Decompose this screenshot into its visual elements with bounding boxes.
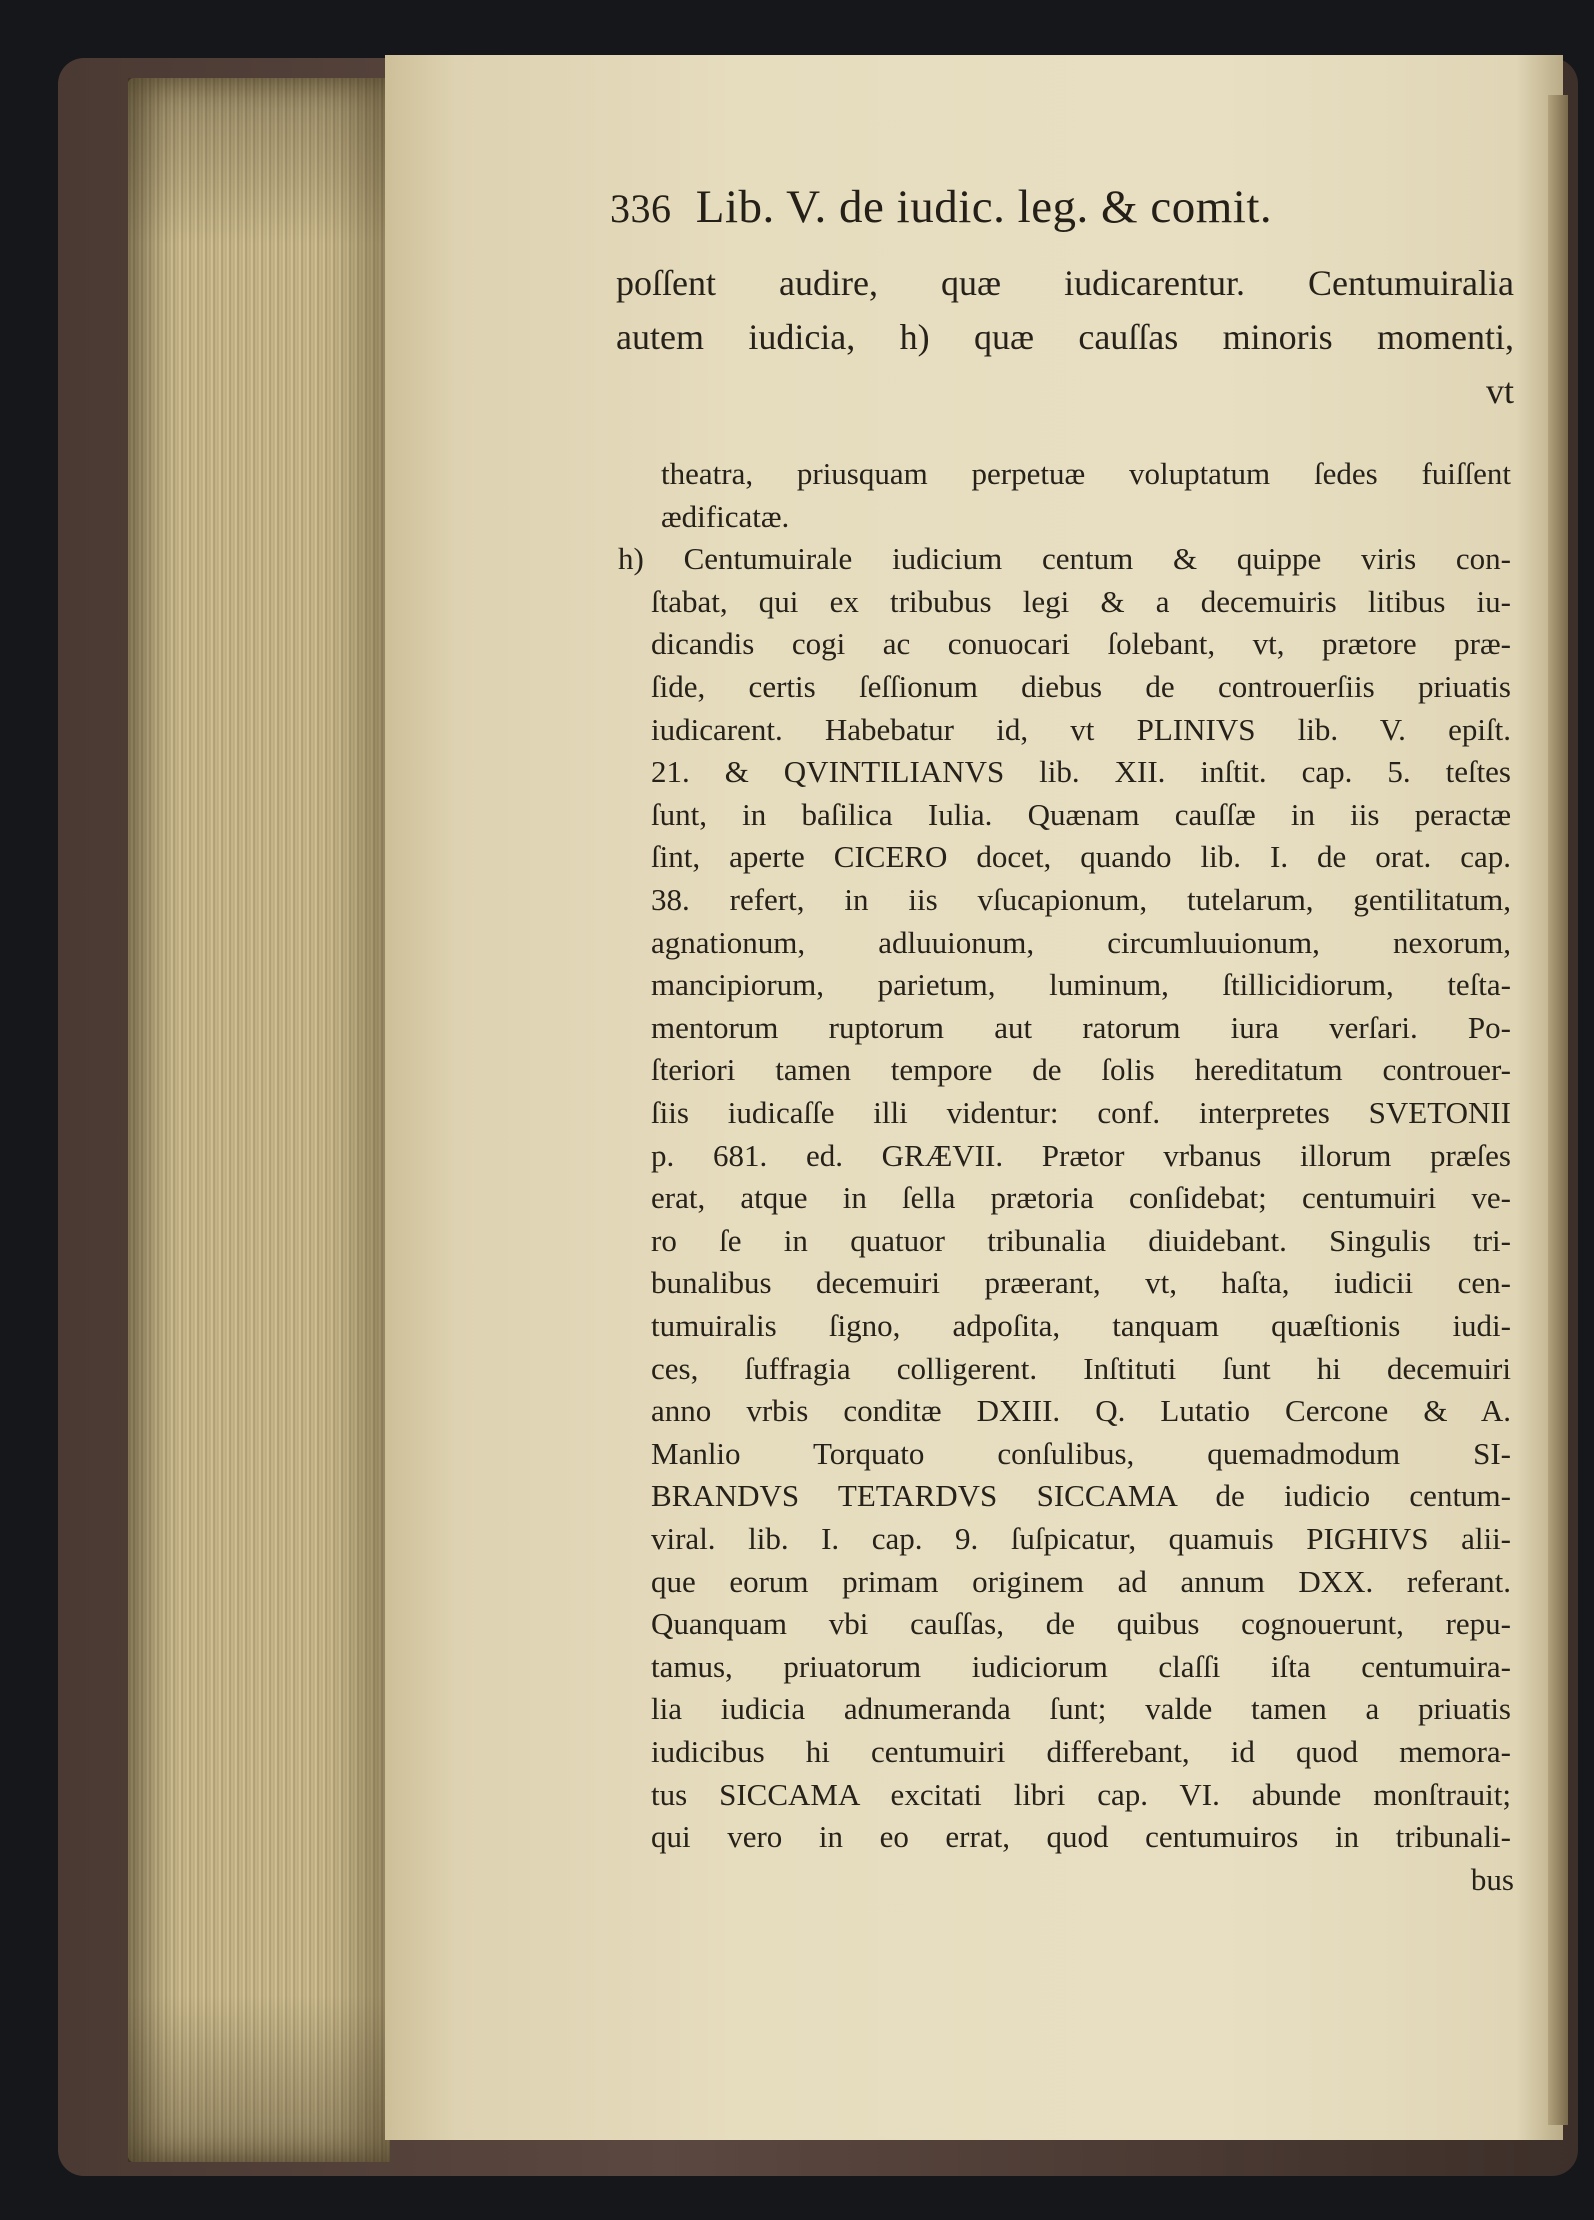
footnote-line: erat, atque in ſella prætoria conſidebat; centumuiri ve- [651,1180,1511,1215]
footnote-line: tumuiralis ſigno, adpoſita, tanquam quæſtionis iudi- [651,1308,1511,1343]
footnote-line: ædificatæ. [661,499,790,534]
footnote-line: ſtabat, qui ex tribubus legi & a decemuiris litibus iu- [651,584,1511,619]
footnote-line: iudicibus hi centumuiri differebant, id quod memora- [651,1734,1511,1769]
footnote-line: mentorum ruptorum aut ratorum iura verſari. Po- [651,1010,1511,1045]
footnote-line: BRANDVS TETARDVS SICCAMA de iudicio centum- [651,1478,1511,1513]
footnote-line: qui vero in eo errat, quod centumuiros in tribunali- [651,1819,1511,1854]
footnote-line: Manlio Torquato conſulibus, quemadmodum SI- [651,1436,1511,1471]
running-head [610,180,1510,236]
footnote-line: ſint, aperte CICERO docet, quando lib. I. de orat. cap. [651,839,1511,874]
footnote-line: p. 681. ed. GRÆVII. Prætor vrbanus illorum præſes [651,1138,1511,1173]
footnote-line: viral. lib. I. cap. 9. ſuſpicatur, quamuis PIGHIVS alii- [651,1521,1511,1556]
footnote-line: iudicarent. Habebatur id, vt PLINIVS lib. V. epiſt. [651,712,1511,747]
footnote-line: anno vrbis conditæ DXIII. Q. Lutatio Cercone & A. [651,1393,1511,1428]
page-number: 336 [610,186,672,231]
main-catchword: vt [1485,371,1514,411]
footnote-line: dicandis cogi ac conuocari ſolebant, vt, prætore præ- [651,626,1511,661]
running-title: Lib. V. de iudic. leg. & comit. [695,181,1273,233]
footnote-line: Quanquam vbi cauſſas, de quibus cognouerunt, repu- [651,1606,1511,1641]
footnote-line: ſunt, in baſilica Iulia. Quænam cauſſæ in iis peractæ [651,797,1511,832]
footnote-line: tus SICCAMA excitati libri cap. VI. abunde monſtrauit; [651,1777,1511,1812]
footnote-line: theatra, priusquam perpetuæ voluptatum ſedes fuiſſent [661,456,1511,491]
footnote-line: ces, ſuffragia colligerent. Inſtituti ſunt hi decemuiri [651,1351,1511,1386]
footnote-line: h) Centumuirale iudicium centum & quippe viris con- [618,541,1511,576]
footnote-line: 38. refert, in iis vſucapionum, tutelarum, gentilitatum, [651,882,1511,917]
footnote-line: ſide, certis ſeſſionum diebus de controuerſiis priuatis [651,669,1511,704]
footnote-line: tamus, priuatorum iudiciorum claſſi iſta centumuira- [651,1649,1511,1684]
main-text-line: autem iudicia, h) quæ cauſſas minoris momenti, [616,317,1514,357]
footnote-line: ſiis iudicaſſe illi videntur: conf. interpretes SVETONII [651,1095,1511,1130]
footnote-line: agnationum, adluuionum, circumluuionum, nexorum, [651,925,1511,960]
page-gutter-edge [1548,95,1568,2125]
footnote-line: bunalibus decemuiri præerant, vt, haſta, iudicii cen- [651,1265,1511,1300]
footnote-line: lia iudicia adnumeranda ſunt; valde tamen a priuatis [651,1691,1511,1726]
footnote-line: ro ſe in quatuor tribunalia diuidebant. Singulis tri- [651,1223,1511,1258]
footnote-line: que eorum primam originem ad annum DXX. referant. [651,1564,1511,1599]
page-block-shade [128,78,390,2162]
footnote-line: 21. & QVINTILIANVS lib. XII. inſtit. cap. 5. teſtes [651,754,1511,789]
footnote-catchword: bus [1470,1862,1514,1897]
footnote-line: mancipiorum, parietum, luminum, ſtillicidiorum, teſta- [651,967,1511,1002]
main-text-line: poſſent audire, quæ iudicarentur. Centumuiralia [616,263,1514,303]
footnote-line: ſteriori tamen tempore de ſolis hereditatum controuer- [651,1052,1511,1087]
